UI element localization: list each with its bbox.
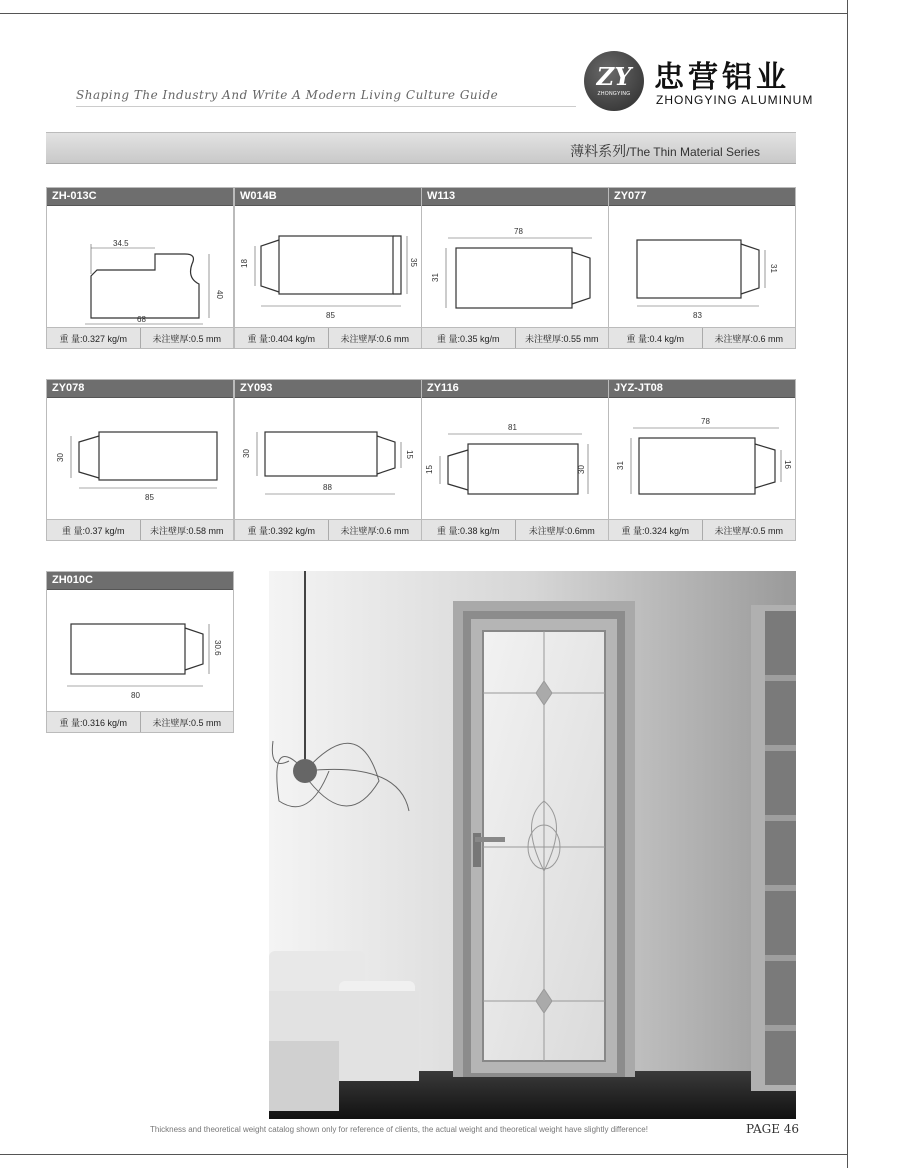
dim-label: 30 (56, 453, 65, 462)
logo-badge-subtext: ZHONGYING (597, 91, 631, 97)
profile-card (46, 379, 234, 541)
series-title (570, 141, 760, 161)
profile-weight: 重 量:0.404 kg/m (247, 333, 316, 344)
profile-weight: 重 量:0.324 kg/m (621, 525, 690, 536)
profile-weight: 重 量:0.35 kg/m (436, 333, 500, 344)
series-title-cn: 薄料系列 (570, 143, 627, 159)
profile-weight: 重 量:0.38 kg/m (436, 525, 500, 536)
profile-drawing (47, 398, 233, 520)
series-header-bar (46, 132, 796, 164)
profile-section-icon (609, 398, 795, 520)
profile-specs (47, 520, 233, 540)
dim-label: 78 (701, 417, 710, 426)
profile-section-icon (609, 206, 795, 328)
logo-badge-text: ZY (596, 62, 632, 91)
profile-section-icon (235, 398, 421, 520)
brand-logo-icon (584, 51, 644, 111)
profile-wall-thickness: 未注壁厚:0.5 mm (140, 712, 234, 732)
profile-specs (422, 328, 608, 348)
profile-weight: 重 量:0.316 kg/m (59, 717, 128, 728)
page-frame-right (847, 0, 848, 1168)
profile-weight: 重 量:0.392 kg/m (247, 525, 316, 536)
profile-section-icon (47, 398, 233, 520)
slogan: Shaping The Industry And Write A Modern Living Culture Guide (76, 88, 499, 102)
profile-card (421, 379, 609, 541)
profile-drawing (47, 590, 233, 712)
profile-wall-thickness: 未注壁厚:0.58 mm (140, 520, 234, 540)
dim-label: 31 (616, 461, 625, 470)
interior-door-photo (269, 571, 796, 1119)
profile-specs (47, 328, 233, 348)
dim-label: 83 (693, 311, 702, 320)
dim-label: 68 (137, 315, 146, 324)
profile-specs (47, 712, 233, 732)
profile-card (608, 379, 796, 541)
slogan-underline (76, 106, 576, 107)
dim-label: 85 (326, 311, 335, 320)
profile-code: ZY078 (47, 380, 233, 398)
profile-code: ZH010C (47, 572, 233, 590)
brand-name-en: ZHONGYING ALUMINUM (656, 93, 814, 107)
dim-label: 31 (431, 273, 440, 282)
series-title-en: /The Thin Material Series (626, 145, 760, 159)
profile-card (608, 187, 796, 349)
profile-code: ZY077 (609, 188, 795, 206)
dim-label: 81 (508, 423, 517, 432)
brand-name-cn: 忠营铝业 (654, 61, 790, 94)
dim-label: 78 (514, 227, 523, 236)
profile-drawing (422, 206, 608, 328)
dim-label: 85 (145, 493, 154, 502)
dim-label: 30.6 (213, 640, 222, 656)
dim-label: 40 (215, 290, 224, 299)
profile-wall-thickness: 未注壁厚:0.6mm (515, 520, 609, 540)
profile-specs (235, 328, 421, 348)
profile-card (46, 571, 234, 733)
dim-label: 34.5 (113, 239, 129, 248)
profile-section-icon (47, 590, 233, 712)
profile-weight: 重 量:0.327 kg/m (59, 333, 128, 344)
profile-specs (609, 520, 795, 540)
dim-label: 15 (405, 450, 414, 459)
dim-label: 18 (240, 259, 249, 268)
profile-wall-thickness: 未注壁厚:0.55 mm (515, 328, 609, 348)
profile-weight: 重 量:0.37 kg/m (61, 525, 125, 536)
profile-code: ZY093 (235, 380, 421, 398)
profile-section-icon (47, 206, 233, 328)
dim-label: 80 (131, 691, 140, 700)
profile-specs (422, 520, 608, 540)
dim-label: 88 (323, 483, 332, 492)
page-frame-bottom (0, 1154, 848, 1155)
dim-label: 15 (425, 465, 434, 474)
dim-label: 35 (409, 258, 418, 267)
profile-code: W113 (422, 188, 608, 206)
profile-specs (609, 328, 795, 348)
profile-wall-thickness: 未注壁厚:0.6 mm (328, 520, 422, 540)
profile-specs (235, 520, 421, 540)
profile-card (46, 187, 234, 349)
profile-code: W014B (235, 188, 421, 206)
profile-code: ZH-013C (47, 188, 233, 206)
profile-wall-thickness: 未注壁厚:0.6 mm (328, 328, 422, 348)
profile-drawing (609, 206, 795, 328)
profile-card (421, 187, 609, 349)
profile-card (234, 379, 422, 541)
profile-drawing (422, 398, 608, 520)
profile-code: JYZ-JT08 (609, 380, 795, 398)
profile-code: ZY116 (422, 380, 608, 398)
dim-label: 31 (769, 264, 778, 273)
profile-wall-thickness: 未注壁厚:0.5 mm (140, 328, 234, 348)
profile-drawing (47, 206, 233, 328)
profile-wall-thickness: 未注壁厚:0.5 mm (702, 520, 796, 540)
dim-label: 30 (577, 465, 586, 474)
page-number: PAGE 46 (746, 1122, 800, 1136)
profile-section-icon (422, 398, 608, 520)
dim-label: 16 (783, 460, 792, 469)
profile-weight: 重 量:0.4 kg/m (626, 333, 685, 344)
profile-wall-thickness: 未注壁厚:0.6 mm (702, 328, 796, 348)
profile-drawing (609, 398, 795, 520)
disclaimer: Thickness and theoretical weight catalog shown only for reference of clients, the actual weight and theoretical weight have slightly difference! (150, 1125, 648, 1134)
dim-label: 30 (242, 449, 251, 458)
profile-section-icon (422, 206, 608, 328)
profile-drawing (235, 398, 421, 520)
page-frame-top (0, 13, 848, 14)
profile-section-icon (235, 206, 421, 328)
profile-card (234, 187, 422, 349)
profile-drawing (235, 206, 421, 328)
